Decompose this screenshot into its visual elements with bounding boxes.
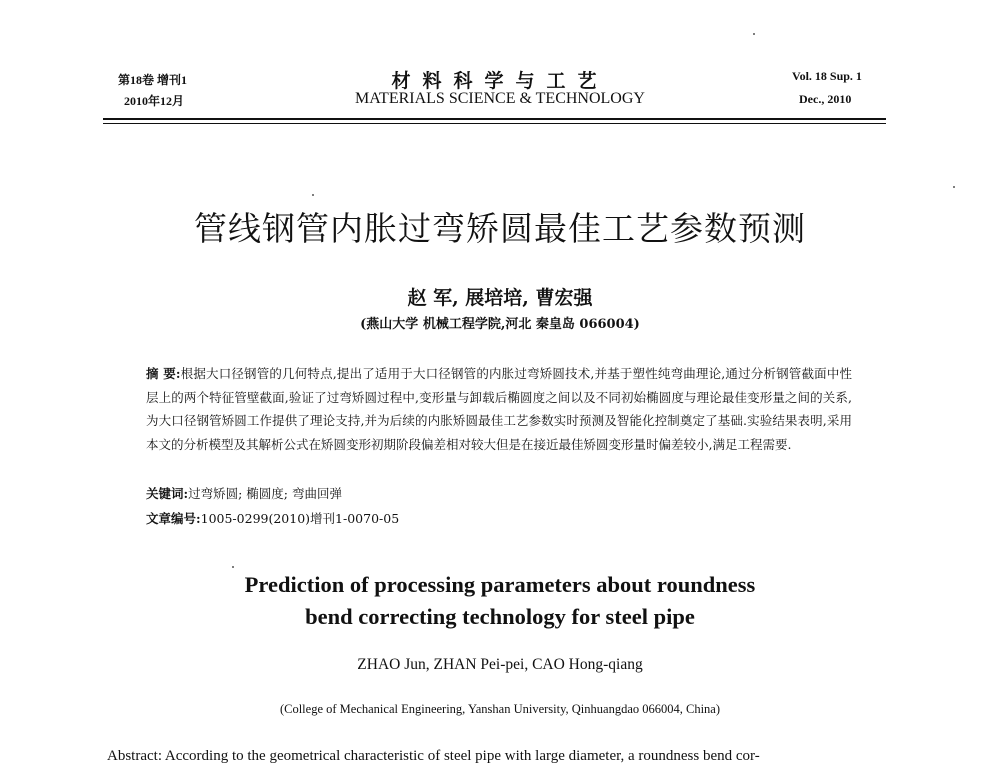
journal-name-en: MATERIALS SCIENCE & TECHNOLOGY (355, 90, 645, 107)
header-rule-thick (103, 118, 886, 120)
scan-speck (953, 186, 955, 188)
affiliation-en: (College of Mechanical Engineering, Yanshan University, Qinhuangdao 066004, China) (279, 702, 721, 716)
abstract-cn (146, 362, 852, 456)
keywords-label-cn: 关键词: (146, 486, 189, 501)
abstract-en-partial: Abstract: According to the geometrical characteristic of steel pipe with large diameter, a roundness bend cor- (107, 748, 760, 764)
article-number-value-cn: 1005-0299(2010)增刊1-0070-05 (200, 511, 400, 526)
keywords-text-cn: 过弯矫圆; 椭圆度; 弯曲回弹 (188, 486, 342, 501)
authors-en: ZHAO Jun, ZHAN Pei-pei, CAO Hong-qiang (357, 656, 643, 673)
scan-speck (753, 33, 755, 35)
article-number-cn (146, 509, 399, 527)
journal-name-cn: 材料科学与工艺 (391, 70, 609, 92)
scan-speck (232, 566, 234, 568)
abstract-label-cn: 摘 要: (146, 366, 181, 381)
article-title-en-line1: Prediction of processing parameters about roundness (244, 572, 756, 597)
scan-speck (312, 194, 314, 196)
affiliation-cn: (燕山大学 机械工程学院,河北 秦皇岛 066004) (360, 317, 640, 332)
article-number-label-cn: 文章编号: (146, 511, 201, 526)
date-en: Dec., 2010 (799, 92, 852, 106)
article-title-en (0, 569, 1000, 633)
header-rule-thin (103, 123, 886, 124)
volume-issue-en: Vol. 18 Sup. 1 (792, 69, 862, 83)
keywords-cn (146, 484, 342, 502)
article-title-en-line2: bend correcting technology for steel pipe (305, 604, 695, 629)
authors-cn: 赵 军, 展培培, 曹宏强 (407, 287, 593, 309)
article-title-cn: 管线钢管内胀过弯矫圆最佳工艺参数预测 (194, 209, 806, 248)
volume-issue-cn: 第18卷 增刊1 (118, 73, 188, 87)
abstract-text-cn: 根据大口径钢管的几何特点,提出了适用于大口径钢管的内胀过弯矫圆技术,并基于塑性纯弯曲理论,通过分析钢管截面中性层上的两个特征管壁截面,验证了过弯矫圆过程中,变形量与卸载后椭圆度之间以及不同初始椭圆度与理论最佳变形量之间的关系,为大口径钢管矫圆工作提供了理论支持,并为后续的内胀矫圆最佳工艺参数实时预测及智能化控制奠定了基础.实验结果表明,采用本文的分析模型及其解析公式在矫圆变形初期阶段偏差相对较大但是在接近最佳矫圆变形量时偏差较小,满足工程需要. (146, 366, 852, 452)
date-cn: 2010年12月 (124, 94, 185, 108)
